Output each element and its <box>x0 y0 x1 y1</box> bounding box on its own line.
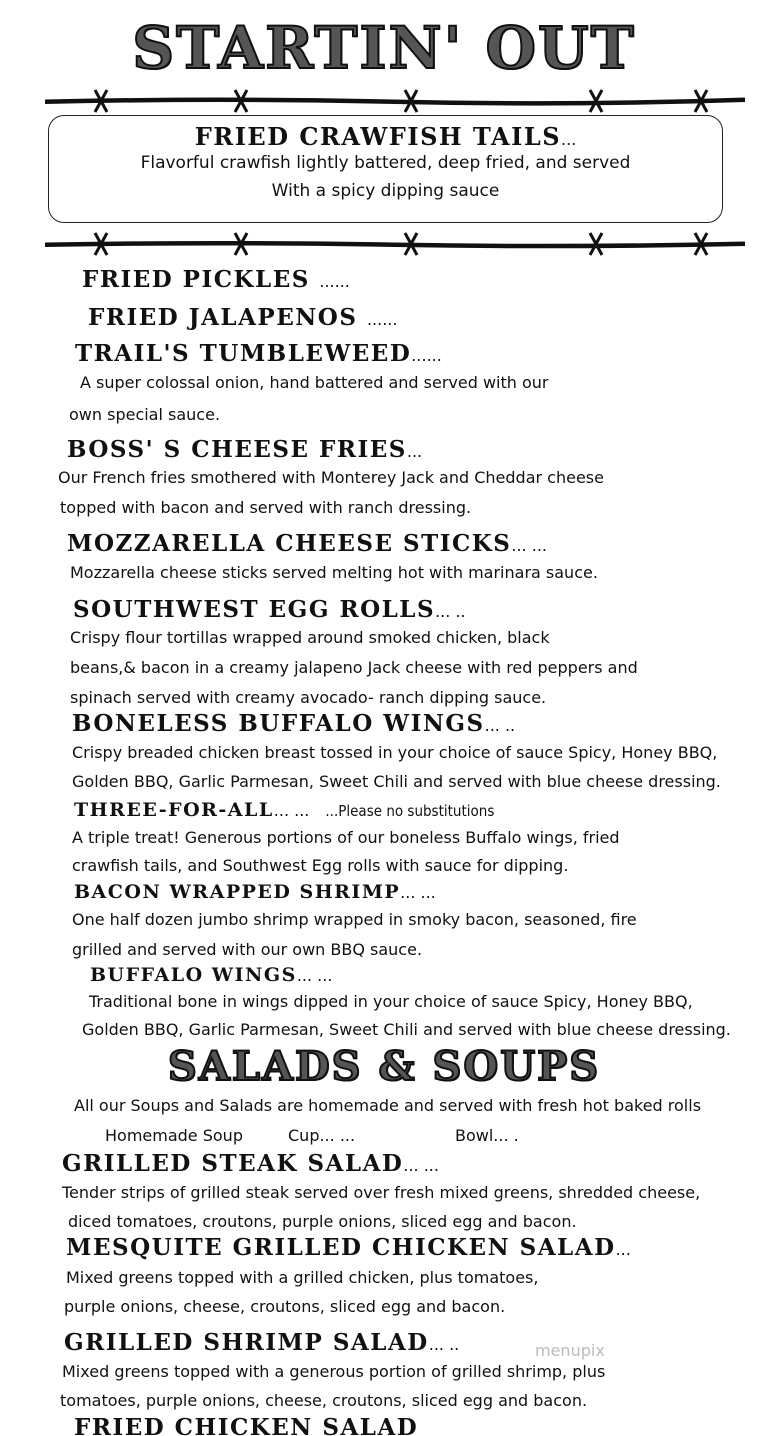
homemade-soup-label: Homemade Soup <box>105 1126 243 1145</box>
menu-item-egg-rolls: SOUTHWEST EGG ROLLS... .. <box>73 596 466 623</box>
cheese-fries-desc-line-2: topped with bacon and served with ranch dressing. <box>60 498 472 517</box>
menu-item-mozzarella-sticks: MOZZARELLA CHEESE STICKS... ... <box>67 530 548 557</box>
egg-rolls-desc-line-2: beans,& bacon in a creamy jalapeno Jack cheese with red peppers and <box>70 658 638 677</box>
menu-item-bacon-shrimp: BACON WRAPPED SHRIMP... ... <box>74 881 436 903</box>
salads-intro: All our Soups and Salads are homemade and served with fresh hot baked rolls <box>74 1096 702 1115</box>
three-for-all-desc-line-2: crawfish tails, and Southwest Egg rolls with sauce for dipping. <box>72 856 569 875</box>
featured-desc-line-2: With a spicy dipping sauce <box>271 181 500 201</box>
menu-item-fried-jalapenos: FRIED JALAPENOS ...... <box>88 304 398 331</box>
bacon-shrimp-desc-line-1: One half dozen jumbo shrimp wrapped in smoky bacon, seasoned, fire <box>72 910 637 929</box>
tumbleweed-desc-line-2: own special sauce. <box>69 405 221 424</box>
buffalo-wings-desc-line-1: Traditional bone in wings dipped in your choice of sauce Spicy, Honey BBQ, <box>89 992 693 1011</box>
menu-item-chicken-salad: MESQUITE GRILLED CHICKEN SALAD... <box>66 1234 631 1261</box>
barbed-wire-divider-top <box>45 86 745 116</box>
barbed-wire-divider-bottom <box>45 229 745 259</box>
soup-cup-label: Cup... ... <box>288 1126 356 1145</box>
shrimp-salad-desc-line-2: tomatoes, purple onions, cheese, croutons, sliced egg and bacon. <box>60 1391 588 1410</box>
menu-item-boneless-wings: BONELESS BUFFALO WINGS... .. <box>72 710 516 737</box>
shrimp-salad-desc-line-1: Mixed greens topped with a generous portion of grilled shrimp, plus <box>62 1362 606 1381</box>
menu-item-steak-salad: GRILLED STEAK SALAD... ... <box>62 1150 439 1177</box>
three-for-all-desc-line-1: A triple treat! Generous portions of our boneless Buffalo wings, fried <box>72 828 620 847</box>
menu-item-three-for-all: THREE-FOR-ALL... ... ...Please no substitutions <box>74 799 495 821</box>
menu-item-buffalo-wings: BUFFALO WINGS... ... <box>90 964 333 986</box>
menu-item-fried-pickles: FRIED PICKLES ...... <box>82 266 350 293</box>
bacon-shrimp-desc-line-2: grilled and served with our own BBQ sauce. <box>72 940 423 959</box>
menupix-watermark: menupix <box>535 1341 605 1360</box>
buffalo-wings-desc-line-2: Golden BBQ, Garlic Parmesan, Sweet Chili and served with blue cheese dressing. <box>82 1020 731 1039</box>
egg-rolls-desc-line-1: Crispy flour tortillas wrapped around smoked chicken, black <box>70 628 550 647</box>
menu-item-cheese-fries: BOSS' S CHEESE FRIES... <box>67 436 423 463</box>
steak-salad-desc-line-2: diced tomatoes, croutons, purple onions, sliced egg and bacon. <box>68 1212 577 1231</box>
chicken-salad-desc-line-2: purple onions, cheese, croutons, sliced egg and bacon. <box>64 1297 506 1316</box>
menu-item-tumbleweed: TRAIL'S TUMBLEWEED...... <box>75 340 442 367</box>
soup-bowl-label: Bowl... . <box>455 1126 519 1145</box>
startin-out-title: STARTIN' OUT <box>132 14 636 82</box>
featured-item-name: FRIED CRAWFISH TAILS... <box>194 122 577 151</box>
cheese-fries-desc-line-1: Our French fries smothered with Monterey Jack and Cheddar cheese <box>58 468 604 487</box>
mozzarella-desc-line-1: Mozzarella cheese sticks served melting hot with marinara sauce. <box>70 563 598 582</box>
tumbleweed-desc-line-1: A super colossal onion, hand battered and served with our <box>80 373 549 392</box>
boneless-wings-desc-line-1: Crispy breaded chicken breast tossed in your choice of sauce Spicy, Honey BBQ, <box>72 743 718 762</box>
steak-salad-desc-line-1: Tender strips of grilled steak served over fresh mixed greens, shredded cheese, <box>62 1183 701 1202</box>
chicken-salad-desc-line-1: Mixed greens topped with a grilled chicken, plus tomatoes, <box>66 1268 539 1287</box>
salads-soups-title: SALADS & SOUPS <box>167 1043 601 1090</box>
egg-rolls-desc-line-3: spinach served with creamy avocado- ranch dipping sauce. <box>70 688 547 707</box>
boneless-wings-desc-line-2: Golden BBQ, Garlic Parmesan, Sweet Chili and served with blue cheese dressing. <box>72 772 721 791</box>
menu-item-fried-chicken-salad: FRIED CHICKEN SALAD <box>74 1414 419 1436</box>
featured-desc-line-1: Flavorful crawfish lightly battered, deep fried, and served <box>140 153 631 173</box>
featured-item-box <box>48 115 723 223</box>
menu-item-shrimp-salad: GRILLED SHRIMP SALAD... .. <box>64 1329 460 1356</box>
